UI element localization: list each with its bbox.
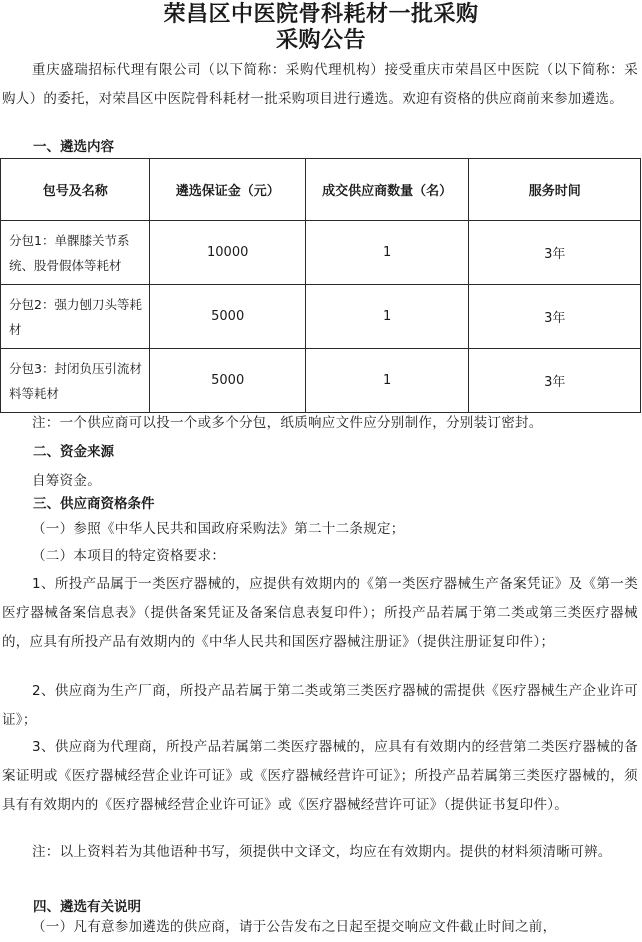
deposit-cell: 5000: [150, 285, 305, 349]
requirement-3: 3、供应商为代理商，所投产品若属第二类医疗器械的，应具有有效期内的经营第二类医疗器械的备案证明或《医疗器械经营企业许可证》或《医疗器械经营许可证》；所投产品若属第三类医疗器械的，须具有有效期内的《医疗器械经营企业许可证》或《医疗器械经营许可证》（提供证书复印件）。: [2, 739, 638, 813]
table-header-row: [1, 159, 641, 221]
package-table: [0, 158, 641, 413]
supplier-count-cell: 1: [305, 349, 469, 413]
table-row: [1, 221, 641, 285]
table-row: [1, 349, 641, 413]
instructions-item-1: （一）凡有意参加遴选的供应商，请于公告发布之日起至提交响应文件截止时间之前，: [32, 919, 557, 935]
supplier-count-cell: 1: [305, 285, 469, 349]
qualification-note: 注：以上资料若为其他语种书写，须提供中文译文，均应在有效期内。提供的材料须清晰可辨。: [32, 844, 612, 860]
document-title: 荣昌区中医院骨科耗材一批采购: [163, 2, 479, 27]
section-heading-funding: 二、资金来源: [33, 444, 114, 460]
intro-paragraph: 重庆盛瑞招标代理有限公司（以下简称：采购代理机构）接受重庆市荣昌区中医院（以下简称：采购人）的委托，对荣昌区中医院骨科耗材一批采购项目进行遴选。欢迎有资格的供应商前来参加遴选。: [2, 62, 638, 107]
deposit-cell: 5000: [150, 349, 305, 413]
deposit-cell: 10000: [150, 221, 305, 285]
qualification-item-2: （二）本项目的特定资格要求：: [32, 548, 226, 564]
service-period-cell: 3年: [469, 221, 641, 285]
table-header-package: 包号及名称: [1, 159, 150, 221]
requirement-2: 2、供应商为生产厂商，所投产品若属于第二类或第三类医疗器械的需提供《医疗器械生产企业许可证》；: [2, 683, 638, 728]
supplier-count-cell: 1: [305, 221, 469, 285]
package-name-cell: 分包2：强力刨刀头等耗材: [1, 285, 150, 349]
requirement-1: 1、所投产品属于一类医疗器械的，应提供有效期内的《第一类医疗器械生产备案凭证》及《第一类医疗器械备案信息表》（提供备案凭证及备案信息表复印件）；所投产品若属于第二类或第三类医疗器械的，应具有所投产品有效期内的《中华人民共和国医疗器械注册证》（提供注册证复印件）；: [2, 576, 638, 650]
section-heading-instructions: 四、遴选有关说明: [33, 899, 141, 915]
table-row: [1, 285, 641, 349]
document-subtitle: 采购公告: [275, 28, 366, 53]
table-header-deposit: 遴选保证金（元）: [150, 159, 305, 221]
package-name-cell: 分包3：封闭负压引流材料等耗材: [1, 349, 150, 413]
table-header-supplier-count: 成交供应商数量（名）: [305, 159, 469, 221]
qualification-item-1: （一）参照《中华人民共和国政府采购法》第二十二条规定；: [32, 521, 405, 537]
table-header-service-period: 服务时间: [469, 159, 641, 221]
package-name-cell: 分包1：单髁膝关节系统、股骨假体等耗材: [1, 221, 150, 285]
service-period-cell: 3年: [469, 285, 641, 349]
section-heading-selection-content: 一、遴选内容: [33, 139, 114, 155]
service-period-cell: 3年: [469, 349, 641, 413]
table-note: 注：一个供应商可以投一个或多个分包，纸质响应文件应分别制作，分别装订密封。: [32, 415, 543, 431]
funding-text: 自筹资金。: [32, 473, 101, 489]
section-heading-qualifications: 三、供应商资格条件: [33, 496, 155, 512]
